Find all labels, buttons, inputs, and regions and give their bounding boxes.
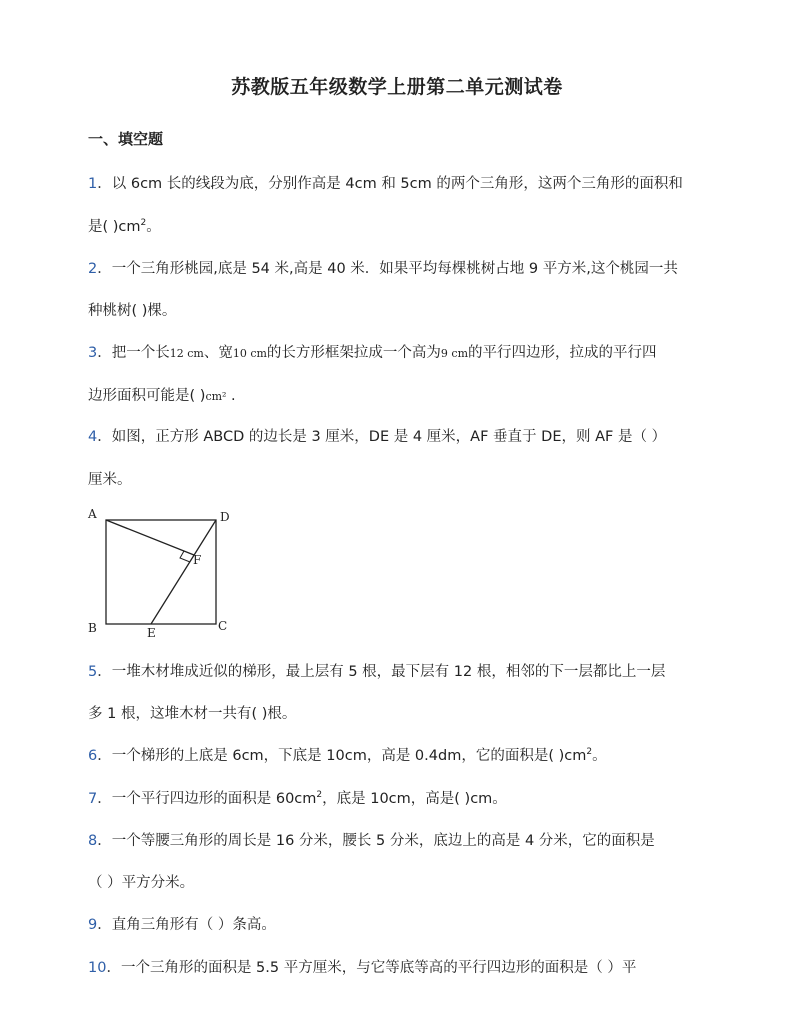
- question-1-line-1: [88, 172, 683, 193]
- question-6: [88, 744, 607, 765]
- label-a: A: [88, 507, 97, 521]
- question-text: 。: [592, 748, 607, 764]
- question-number: 2: [88, 261, 98, 277]
- label-f: F: [193, 553, 202, 567]
- superscript: 2: [140, 218, 147, 229]
- question-text: 边形面积可能是( ): [88, 388, 206, 404]
- question-number: 6: [88, 748, 98, 764]
- question-3-line-2: [88, 384, 236, 405]
- question-2-line-1: [88, 257, 678, 278]
- question-text: ．直角三角形有（ ）条高。: [97, 917, 276, 933]
- question-text: 、宽: [203, 345, 233, 361]
- label-c: C: [218, 619, 228, 633]
- length-value: 12 cm: [169, 347, 204, 360]
- question-number: 4: [88, 429, 98, 445]
- question-8-line-1: [88, 829, 655, 850]
- question-3-line-1: [88, 341, 657, 362]
- superscript: 2: [316, 790, 323, 801]
- question-text: .: [226, 388, 236, 404]
- question-number: 3: [88, 345, 98, 361]
- question-8-line-2: [88, 871, 194, 892]
- segment-af: [106, 520, 194, 555]
- question-text: 种桃树( )棵。: [88, 303, 177, 319]
- square-diagram: [84, 504, 244, 640]
- question-text: ．一个三角形的面积是 5.5 平方厘米，与它等底等高的平行四边形的面积是（ ）平: [106, 960, 637, 976]
- question-number: 9: [88, 917, 98, 933]
- question-number: 8: [88, 833, 98, 849]
- question-text: ．一个梯形的上底是 6cm，下底是 10cm，高是 0.4dm，它的面积是( )cm: [97, 748, 587, 764]
- question-text: 的长方形框架拉成一个高为: [266, 345, 441, 361]
- question-7: [88, 787, 507, 808]
- question-text: 的平行四边形，拉成的平行四: [468, 345, 657, 361]
- question-text: ，底是 10cm，高是( )cm。: [322, 791, 507, 807]
- unit: cm²: [205, 390, 227, 403]
- question-text: ．一个三角形桃园,底是 54 米,高是 40 米．如果平均每棵桃树占地 9 平方米,这个桃园一共: [97, 261, 678, 277]
- label-b: B: [88, 621, 97, 635]
- question-text: ．以 6cm 长的线段为底，分别作高是 4cm 和 5cm 的两个三角形，这两个三角形的面积和: [97, 176, 683, 192]
- question-text: （ ）平方分米。: [88, 875, 195, 891]
- question-text: ．一堆木材堆成近似的梯形，最上层有 5 根，最下层有 12 根，相邻的下一层都比上一层: [97, 664, 666, 680]
- question-4-line-1: [88, 425, 666, 446]
- question-text: 多 1 根，这堆木材一共有( )根。: [88, 706, 297, 722]
- question-10: [88, 956, 636, 977]
- section-heading: 一、填空题: [88, 130, 164, 148]
- superscript: 2: [586, 747, 593, 758]
- width-value: 10 cm: [232, 347, 267, 360]
- question-number: 5: [88, 664, 98, 680]
- question-4-line-2: [88, 468, 132, 489]
- label-e: E: [147, 626, 156, 640]
- page-title: 苏教版五年级数学上册第二单元测试卷: [231, 76, 563, 98]
- question-5-line-1: [88, 660, 665, 681]
- segment-de: [151, 520, 216, 624]
- question-text: ．如图，正方形 ABCD 的边长是 3 厘米，DE 是 4 厘米，AF 垂直于 DE，则 AF 是（ ）: [97, 429, 667, 445]
- question-text: 是( )cm: [88, 219, 141, 235]
- question-number: 1: [88, 176, 98, 192]
- question-text: ．一个平行四边形的面积是 60cm: [97, 791, 317, 807]
- question-text: 。: [146, 219, 161, 235]
- question-text: 厘米。: [88, 472, 132, 488]
- question-number: 7: [88, 791, 98, 807]
- question-1-line-2: [88, 215, 161, 236]
- question-9: [88, 913, 276, 934]
- question-text: ．把一个长: [97, 345, 170, 361]
- height-value: 9 cm: [440, 347, 469, 360]
- question-5-line-2: [88, 702, 296, 723]
- question-number: 10: [88, 960, 107, 976]
- question-2-line-2: [88, 299, 176, 320]
- question-text: ．一个等腰三角形的周长是 16 分米，腰长 5 分米，底边上的高是 4 分米，它的面积是: [97, 833, 655, 849]
- label-d: D: [220, 510, 230, 524]
